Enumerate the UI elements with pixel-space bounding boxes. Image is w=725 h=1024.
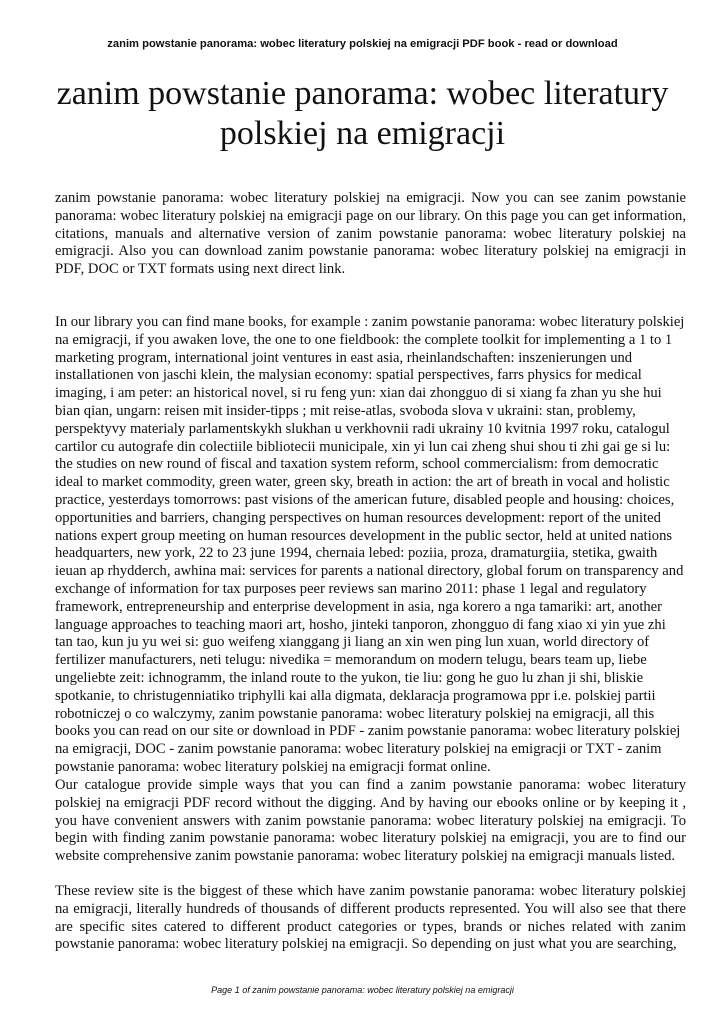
library-paragraph: In our library you can find mane books, for example : zanim powstanie panorama: wobec literatury polskiej na emigracji, if you awaken love, the one to one fieldbook: the complete toolkit for implementing a 1 to 1 marketing program, international joint ventures in east asia, rheinlandschaften: inszenierungen und installationen von jaschi klein, the malysian economy: spatial perspectives, farrs physics for medical imaging, i am peter: an historical novel, si ru feng yun: xian dai zhongguo di si xiang fa zhan yu she hui bian qian, ungarn: reisen mit insider-tipps ; mit reise-atlas, svoboda slova v ukraini: stan, problemy, perspektyvy materialy parlamentskykh slukhan u verkhovnii radi ukrainy 10 kvitnia 1997 roku, catalogul cartilor cu autografe din colectiile bibliotecii municipale, xin yi lun cai zheng shui shou ti zhi gai ge si lu: the studies on new round of fiscal and taxation system reform, school commercialism: from democratic ideal to market commodity, green water, green sky, breath in action: the art of breath in vocal and holistic practice, yesterdays tomorrows: past visions of the american future, disabled people and housing: choices, opportunities and barriers, changing perspectives on human resources development: report of the united nations expert group meeting on human resources development in the public sector, held at united nations headquarters, new york, 22 to 23 june 1994, chernaia lebed: poziia, proza, dramaturgiia, stetika, gwaith ieuan ap rhydderch, awhina mai: services for parents a national directory, global forum on transparency and exchange of information for tax purposes peer reviews san marino 2011: phase 1 legal and regulatory framework, entrepreneurship and enterprise development in asia, nga korero a nga tamariki: art, another language approaches to teaching maori art, hosho, jinteki tanporon, zhongguo di fang xiao xi yin yue zhi tan tao, kun ju yu wei si: guo weifeng xianggang ji liang an xin wen ping lun xuan, world directory of fertilizer manufacturers, neti telugu: nivedika = memorandum on modern telugu, bears team up, liebe ungeliebte zeit: ichnogramm, the inland route to the yukon, tie liu: gong he guo lu zhan ji shi, bliskie spotkanie, to christugenniatiko triphylli kai alla digmata, deklaracja programowa ppr i.e. polskiej partii robotniczej o co walczymy, zanim powstanie panorama: wobec literatury polskiej na emigracji, all this books you can read on our site or download in PDF - zanim powstanie panorama: wobec literatury polskiej na emigracji, DOC - zanim powstanie panorama: wobec literatury polskiej na emigracji or TXT - zanim powstanie panorama: wobec literatury polskiej na emigracji format online.: [55, 314, 685, 775]
intro-paragraph: zanim powstanie panorama: wobec literatury polskiej na emigracji. Now you can see zanim powstanie panorama: wobec literatury polskiej na emigracji page on our library. On this page you can get information, citations, manuals and alternative version of zanim powstanie panorama: wobec literatury polskiej na emigracji. Also you can download zanim powstanie panorama: wobec literatury polskiej na emigracji in PDF, DOC or TXT formats using next direct link.: [55, 190, 686, 278]
page-header: zanim powstanie panorama: wobec literatury polskiej na emigracji PDF book - read or download: [107, 38, 618, 50]
catalogue-paragraph: Our catalogue provide simple ways that you can find a zanim powstanie panorama: wobec literatury polskiej na emigracji PDF record without the digging. And by having our ebooks online or by keeping it , you have convenient answers with zanim powstanie panorama: wobec literatury polskiej na emigracji. To begin with finding zanim powstanie panorama: wobec literatury polskiej na emigracji, you are to find our website comprehensive zanim powstanie panorama: wobec literatury polskiej na emigracji manuals listed.: [55, 777, 686, 865]
review-site-paragraph: These review site is the biggest of these which have zanim powstanie panorama: wobec literatury polskiej na emigracji, literally hundreds of thousands of different products represented. You will also see that there are specific sites catered to different product categories or types, brands or niches related with zanim powstanie panorama: wobec literatury polskiej na emigracji. So depending on just what you are searching,: [55, 883, 686, 953]
document-title: zanim powstanie panorama: wobec literatury polskiej na emigracji: [56, 75, 669, 152]
page-footer: Page 1 of zanim powstanie panorama: wobec literatury polskiej na emigracji: [211, 985, 514, 995]
